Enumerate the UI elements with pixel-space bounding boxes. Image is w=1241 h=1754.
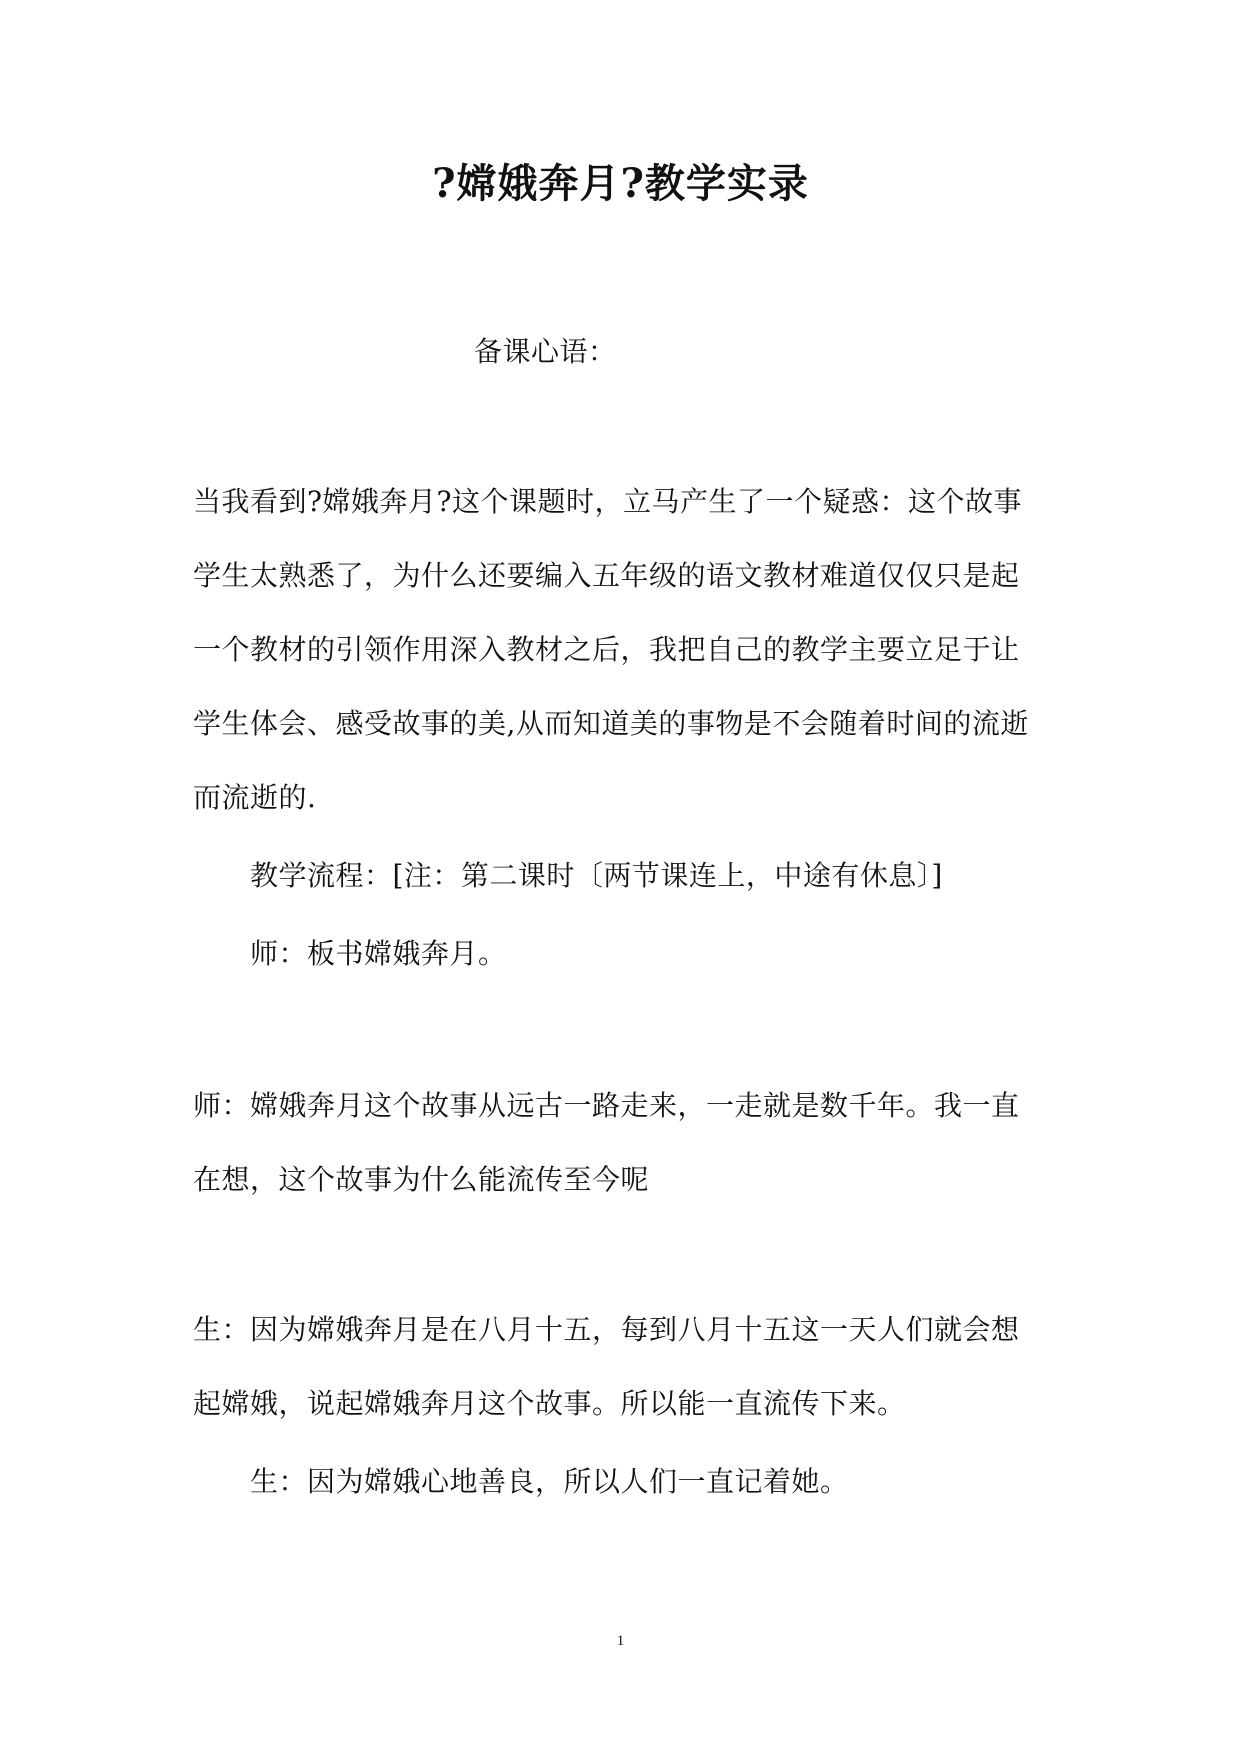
paragraph-line: 在想，这个故事为什么能流传至今呢 [193,1163,650,1196]
paragraph-line: 生：因为嫦娥心地善良，所以人们一直记着她。 [250,1465,849,1498]
paragraph-line: 而流逝的. [193,781,317,814]
paragraph-line: 当我看到?嫦娥奔月?这个课题时，立马产生了一个疑惑：这个故事 [193,485,1023,518]
paragraph-line: 学生体会、感受故事的美,从而知道美的事物是不会随着时间的流逝 [193,707,1029,740]
paragraph-line: 师：板书嫦娥奔月。 [250,937,507,970]
paragraph-line: 师：嫦娥奔月这个故事从远古一路走来，一走就是数千年。我一直 [193,1089,1020,1122]
paragraph-line: 备课心语： [474,335,617,368]
paragraph-line: 教学流程：[注：第二课时〔两节课连上，中途有休息〕] [250,859,943,892]
paragraph-line: 学生太熟悉了，为什么还要编入五年级的语文教材难道仅仅只是起 [193,559,1020,592]
page-number: 1 [616,1633,625,1649]
paragraph-line: 一个教材的引领作用深入教材之后，我把自己的教学主要立足于让 [193,633,1020,666]
paragraph-line: 起嫦娥，说起嫦娥奔月这个故事。所以能一直流传下来。 [193,1387,906,1420]
document-title: ?嫦娥奔月?教学实录 [432,160,809,207]
paragraph-line: 生：因为嫦娥奔月是在八月十五，每到八月十五这一天人们就会想 [193,1313,1020,1346]
